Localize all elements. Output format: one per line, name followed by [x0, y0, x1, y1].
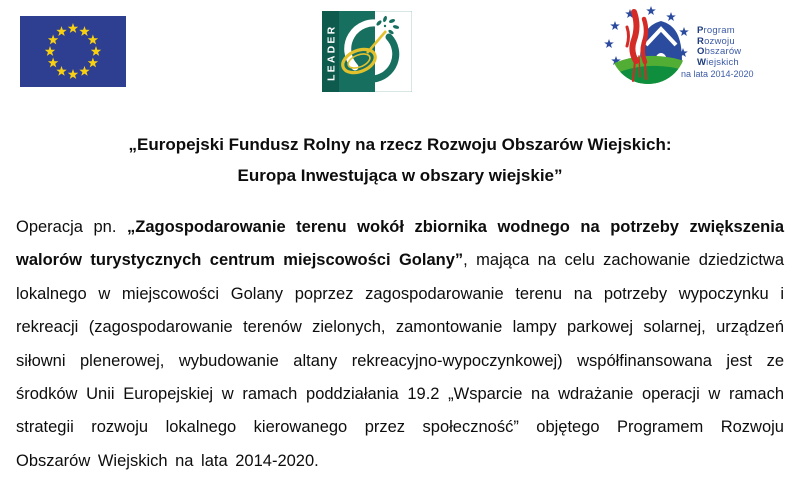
leader-wordmark: LEADER: [325, 24, 338, 81]
prow-word-obszarow: Obszarów: [697, 46, 742, 57]
prow-word-rozwoju: Rozwoju: [697, 35, 735, 47]
prow-word-wiejskich: Wiejskich: [697, 56, 739, 68]
operation-description-paragraph: [16, 211, 784, 478]
paragraph-rest: , mająca na celu zachowanie dziedzictwa lokalnego w miejscowości Golany poprzez zagospodarowanie terenu na potrzeby wypoczynku i rekreacji (zagospodarowanie terenów zielonych, zamontowanie lampy parkowej solarnej, urządzeń siłowni plenerowej, wybudowanie altany rekreacyjno-wypoczynkowej) współfinansowana jest ze środków Unii Europejskiej w ramach poddziałania 19.2 „Wsparcie na wdrażanie operacji w ramach strategii rozwoju lokalnego kierowanego przez społeczność” objętego Programem Rozwoju Obszarów Wiejskich na lata 2014-2020.: [16, 251, 784, 470]
eu-flag-icon: [20, 16, 126, 87]
document-title-line1: „Europejski Fundusz Rolny na rzecz Rozwoju Obszarów Wiejskich:: [128, 135, 672, 154]
prow-logo: [603, 4, 786, 88]
document-title: [0, 129, 800, 191]
prow-wordmark: [697, 26, 741, 68]
prow-subtitle: na lata 2014-2020: [681, 69, 754, 79]
leader-logo-icon: [322, 11, 412, 92]
prow-word-program: Program: [697, 25, 735, 36]
operation-name-bold: „Zagospodarowanie terenu wokół zbiornika wodnego na potrzeby zwiększenia walorów turystycznych centrum miejscowości Golany”: [16, 218, 785, 270]
paragraph-prefix: Operacja pn.: [16, 218, 128, 236]
document-title-line2: Europa Inwestująca w obszary wiejskie”: [237, 166, 563, 185]
